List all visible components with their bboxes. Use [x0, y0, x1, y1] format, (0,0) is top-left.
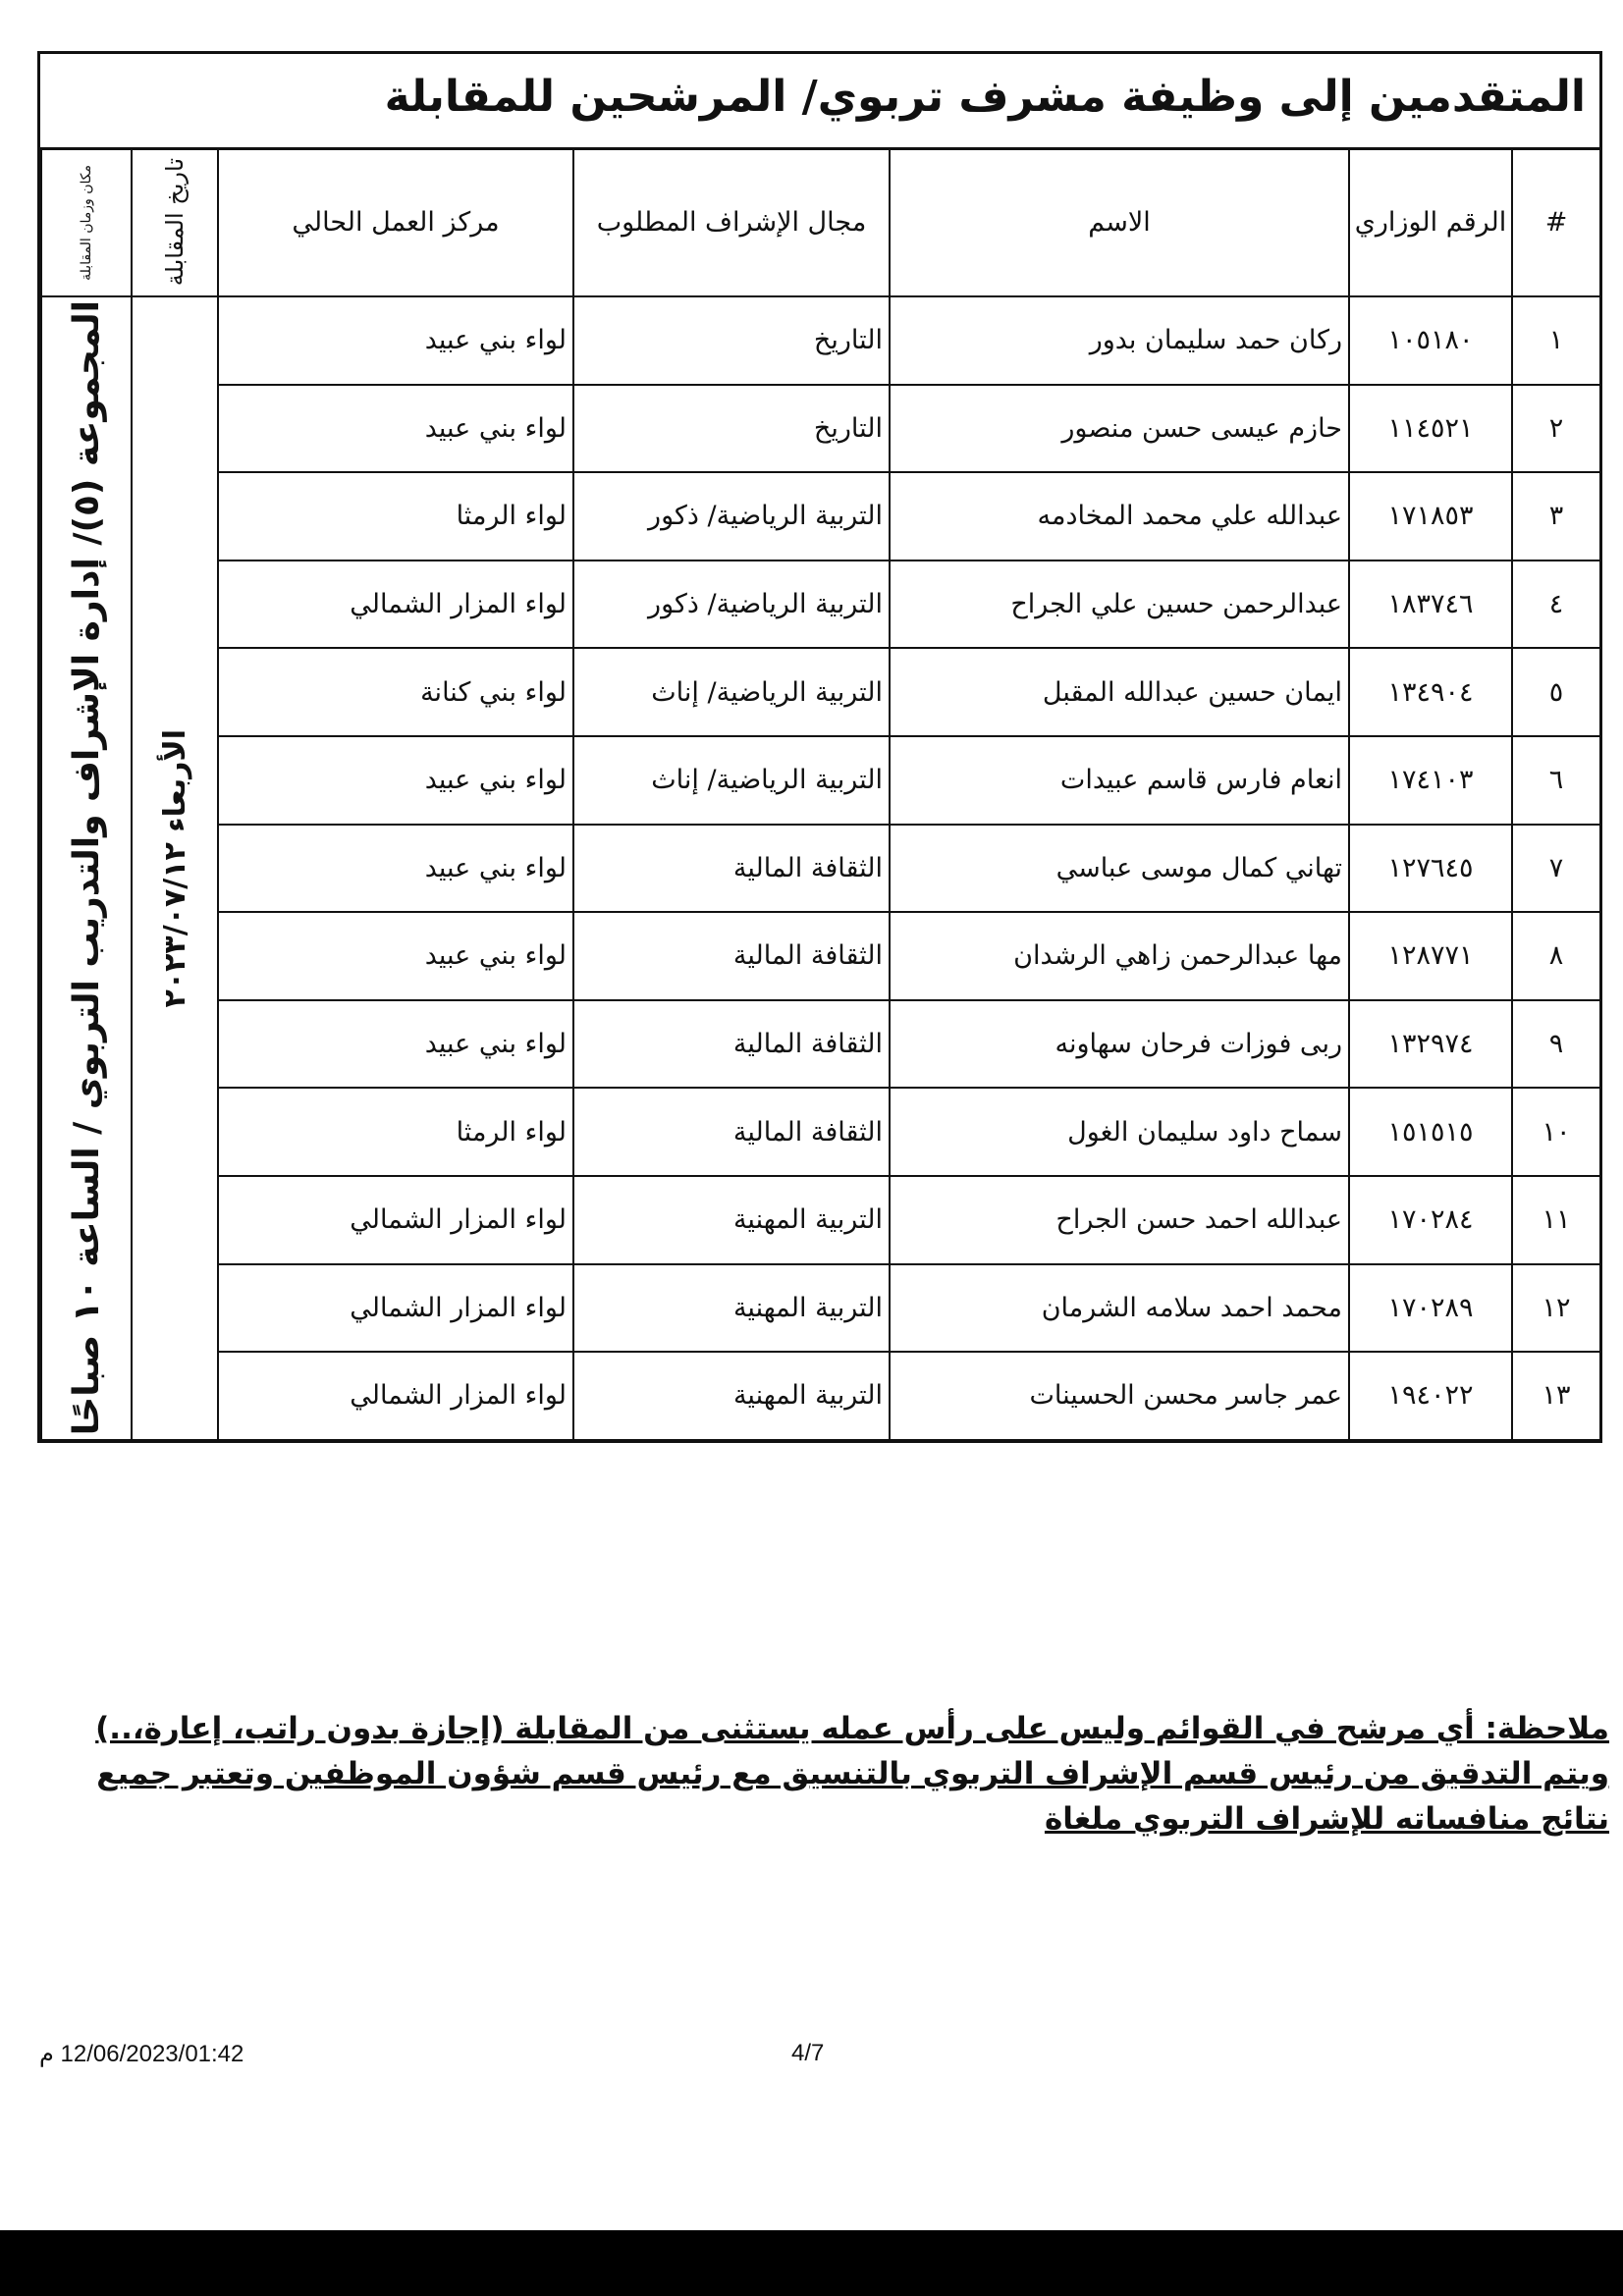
row-field: التاريخ: [573, 385, 890, 473]
row-name: تهاني كمال موسى عباسي: [890, 825, 1349, 913]
row-field: الثقافة المالية: [573, 825, 890, 913]
row-name: عبدالرحمن حسين علي الجراح: [890, 561, 1349, 649]
row-name: سماح داود سليمان الغول: [890, 1088, 1349, 1176]
header-workplace: مركز العمل الحالي: [218, 148, 573, 296]
table-row: [41, 472, 1600, 561]
table-header-row: [41, 148, 1600, 296]
row-name: حازم عيسى حسن منصور: [890, 385, 1349, 473]
interview-date-value: الأربعاء ٢٠٢٣/٠٧/١٢: [157, 728, 192, 1008]
note-text: ملاحظة: أي مرشح في القوائم وليس على رأس عمله يستثنى من المقابلة (إجازة بدون راتب، إعارة،..) ويتم التدقيق من رئيس قسم الإشراف التربوي بالتنسيق مع رئيس قسم شؤون الموظفين وتعتبر جميع نتائج منافساته للإشراف التربوي ملغاة: [95, 1711, 1609, 1837]
row-index: ٣: [1512, 472, 1600, 561]
header-interview-place-time-label: مكان وزمان المقابلة: [79, 164, 94, 281]
row-ministry-no: ١٨٣٧٤٦: [1349, 561, 1512, 649]
row-field: التربية الرياضية/ إناث: [573, 648, 890, 736]
row-field: الثقافة المالية: [573, 1088, 890, 1176]
interview-place-cell: [41, 296, 132, 1440]
row-ministry-no: ١٣٢٩٧٤: [1349, 1000, 1512, 1089]
row-ministry-no: ١٥١٥١٥: [1349, 1088, 1512, 1176]
row-name: انعام فارس قاسم عبيدات: [890, 736, 1349, 825]
table-row: [41, 825, 1600, 913]
row-index: ١٠: [1512, 1088, 1600, 1176]
row-index: ٦: [1512, 736, 1600, 825]
table-row: [41, 736, 1600, 825]
row-ministry-no: ١٢٧٦٤٥: [1349, 825, 1512, 913]
row-field: التاريخ: [573, 296, 890, 385]
row-field: التربية المهنية: [573, 1176, 890, 1264]
header-interview-place-time: [41, 148, 132, 296]
table-row: [41, 648, 1600, 736]
row-index: ٨: [1512, 912, 1600, 1000]
table-row: [41, 1176, 1600, 1264]
row-ministry-no: ١٧٠٢٨٩: [1349, 1264, 1512, 1353]
interview-place-value: المجموعة (٥)/ إدارة الإشراف والتدريب التربوي / الساعة ١٠ صباحًا: [66, 300, 107, 1436]
header-field: مجال الإشراف المطلوب: [573, 148, 890, 296]
row-index: ٤: [1512, 561, 1600, 649]
row-workplace: لواء المزار الشمالي: [218, 1264, 573, 1353]
header-interview-date-label: تاريخ المقابلة: [161, 158, 189, 287]
candidates-table: [40, 147, 1601, 1441]
row-workplace: لواء بني عبيد: [218, 1000, 573, 1089]
row-workplace: لواء بني عبيد: [218, 825, 573, 913]
row-ministry-no: ١٧٤١٠٣: [1349, 736, 1512, 825]
row-field: التربية المهنية: [573, 1352, 890, 1440]
row-workplace: لواء بني عبيد: [218, 912, 573, 1000]
table-row: [41, 561, 1600, 649]
row-name: ربى فوزات فرحان سهاونه: [890, 1000, 1349, 1089]
row-name: ايمان حسين عبدالله المقبل: [890, 648, 1349, 736]
row-index: ٩: [1512, 1000, 1600, 1089]
table-row: [41, 296, 1600, 385]
row-workplace: لواء بني كنانة: [218, 648, 573, 736]
row-workplace: لواء الرمثا: [218, 1088, 573, 1176]
row-field: الثقافة المالية: [573, 1000, 890, 1089]
row-name: عبدالله علي محمد المخادمه: [890, 472, 1349, 561]
header-index: #: [1512, 148, 1600, 296]
row-name: عبدالله احمد حسن الجراح: [890, 1176, 1349, 1264]
row-workplace: لواء المزار الشمالي: [218, 561, 573, 649]
table-title-row: [40, 54, 1599, 150]
table-body: [41, 296, 1600, 1440]
row-index: ١٣: [1512, 1352, 1600, 1440]
row-index: ١٢: [1512, 1264, 1600, 1353]
table-row: [41, 385, 1600, 473]
table-row: [41, 1352, 1600, 1440]
table-row: [41, 1000, 1600, 1089]
row-workplace: لواء بني عبيد: [218, 736, 573, 825]
row-ministry-no: ١٢٨٧٧١: [1349, 912, 1512, 1000]
row-workplace: لواء بني عبيد: [218, 296, 573, 385]
row-workplace: لواء المزار الشمالي: [218, 1176, 573, 1264]
row-ministry-no: ١٧١٨٥٣: [1349, 472, 1512, 561]
row-name: عمر جاسر محسن الحسينات: [890, 1352, 1349, 1440]
scan-bottom-bar: [0, 2230, 1623, 2296]
row-field: التربية المهنية: [573, 1264, 890, 1353]
row-field: التربية الرياضية/ إناث: [573, 736, 890, 825]
row-ministry-no: ١١٤٥٢١: [1349, 385, 1512, 473]
table-row: [41, 912, 1600, 1000]
footer-timestamp: 12/06/2023/01:42 م: [39, 2041, 244, 2067]
footer-page-number: 4/7: [791, 2040, 825, 2066]
header-interview-date: [132, 148, 218, 296]
row-index: ٧: [1512, 825, 1600, 913]
row-ministry-no: ١٠٥١٨٠: [1349, 296, 1512, 385]
row-index: ١١: [1512, 1176, 1600, 1264]
table-row: [41, 1088, 1600, 1176]
row-field: التربية الرياضية/ ذكور: [573, 472, 890, 561]
header-name: الاسم: [890, 148, 1349, 296]
table-title: المتقدمين إلى وظيفة مشرف تربوي/ المرشحين للمقابلة: [384, 72, 1586, 122]
row-workplace: لواء المزار الشمالي: [218, 1352, 573, 1440]
row-index: ٢: [1512, 385, 1600, 473]
row-ministry-no: ١٩٤٠٢٢: [1349, 1352, 1512, 1440]
row-name: ركان حمد سليمان بدور: [890, 296, 1349, 385]
row-name: محمد احمد سلامه الشرمان: [890, 1264, 1349, 1353]
table-row: [41, 1264, 1600, 1353]
header-ministry-no: الرقم الوزاري: [1349, 148, 1512, 296]
row-ministry-no: ١٣٤٩٠٤: [1349, 648, 1512, 736]
row-field: التربية الرياضية/ ذكور: [573, 561, 890, 649]
row-index: ٥: [1512, 648, 1600, 736]
interview-date-cell: [132, 296, 218, 1440]
row-workplace: لواء بني عبيد: [218, 385, 573, 473]
row-index: ١: [1512, 296, 1600, 385]
row-name: مها عبدالرحمن زاهي الرشدان: [890, 912, 1349, 1000]
row-workplace: لواء الرمثا: [218, 472, 573, 561]
row-ministry-no: ١٧٠٢٨٤: [1349, 1176, 1512, 1264]
row-field: الثقافة المالية: [573, 912, 890, 1000]
candidates-table-frame: [37, 51, 1602, 1443]
